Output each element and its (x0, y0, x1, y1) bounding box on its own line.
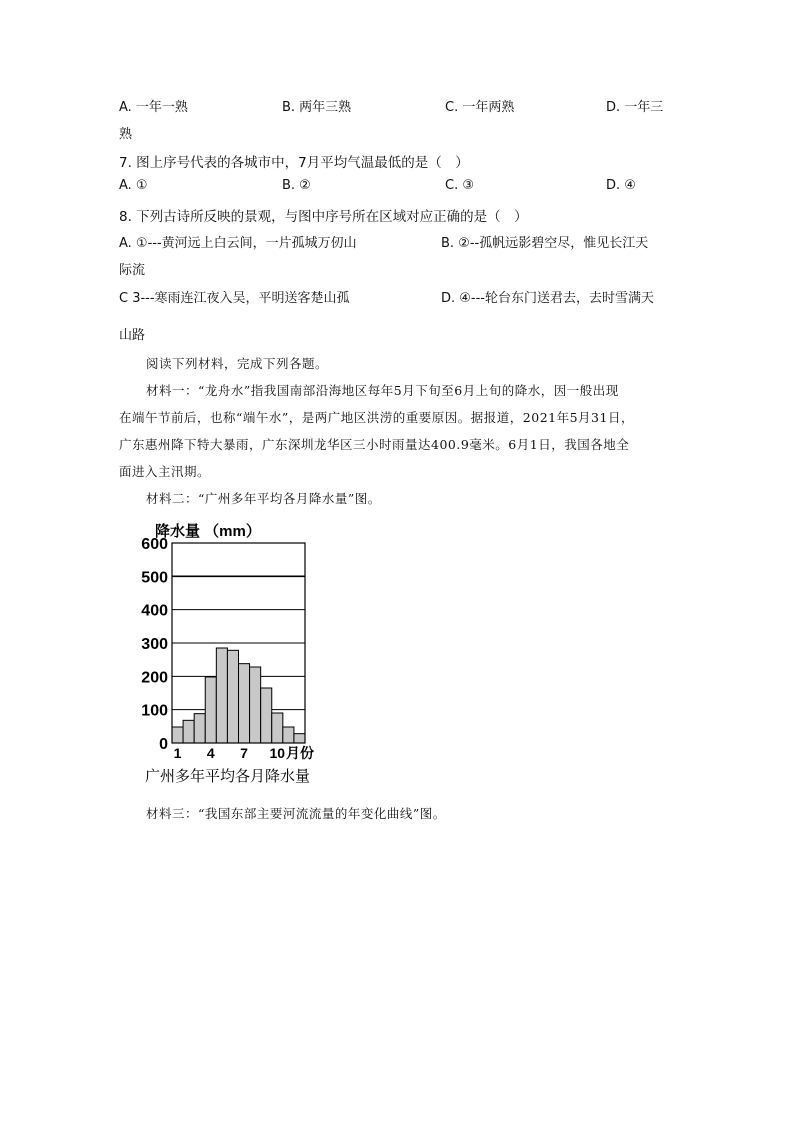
y-tick-label: 0 (159, 736, 168, 753)
bar-month-6 (227, 650, 238, 743)
material1-line4: 面进入主汛期。 (119, 464, 211, 479)
x-tick-label: 4 (206, 745, 215, 761)
q6-option-a: A. 一年一熟 (119, 100, 188, 115)
q7-option-a: A. ① (119, 178, 148, 193)
q6-option-b: B. 两年三熟 (282, 100, 352, 115)
q7-option-c: C. ③ (445, 178, 474, 193)
x-tick-label: 1 (173, 745, 182, 761)
q6-option-c: C. 一年两熟 (445, 100, 515, 115)
q8-option-c: C 3---寒雨连江夜入吴，平明送客楚山孤 (119, 291, 350, 306)
x-tick-label: 7 (240, 745, 248, 761)
bar-month-5 (216, 648, 227, 743)
q8-option-b-continued: 际流 (119, 263, 146, 278)
bar-month-11 (283, 727, 294, 743)
y-tick-label: 600 (141, 536, 168, 553)
material1-line3: 广东惠州降下特大暴雨，广东深圳龙华区三小时雨量达400.9毫米。6月1日，我国各地全 (119, 437, 630, 452)
bar-month-9 (261, 688, 272, 743)
q8-option-b: B. ②--孤帆远影碧空尽，惟见长江天 (441, 236, 649, 251)
bar-month-8 (250, 667, 261, 743)
bar-month-7 (239, 664, 250, 743)
chart-title: 广州多年平均各月降水量 (145, 768, 311, 785)
chart-xunit: 月份 (286, 745, 314, 761)
y-tick-label: 400 (141, 602, 168, 620)
bar-month-3 (194, 714, 205, 743)
q7-option-b: B. ② (282, 178, 311, 193)
q6-option-d-continued: 熟 (119, 127, 133, 142)
q8-option-d: D. ④---轮台东门送君去，去时雪满天 (441, 291, 655, 306)
material1-line1: 材料一：“龙舟水”指我国南部沿海地区每年5月下旬至6月上旬的降水，因一般出现 (146, 383, 619, 398)
bar-month-1 (172, 727, 183, 743)
bar-month-10 (272, 713, 283, 743)
bar-month-2 (183, 720, 194, 743)
chart-ylabel: 降水量 （mm） (155, 523, 261, 540)
q6-option-d: D. 一年三 (606, 100, 664, 115)
material2-caption: 材料二：“广州多年平均各月降水量”图。 (146, 491, 381, 506)
material3-caption: 材料三：“我国东部主要河流流量的年变化曲线”图。 (146, 806, 446, 821)
q8-option-d-continued: 山路 (119, 328, 146, 343)
q8-stem: 8. 下列古诗所反映的景观，与图中序号所在区域对应正确的是（ ） (119, 209, 528, 225)
q8-option-a: A. ①---黄河远上白云间，一片孤城万仞山 (119, 236, 357, 251)
bar-month-4 (205, 677, 216, 743)
reading-intro: 阅读下列材料，完成下列各题。 (146, 356, 329, 371)
y-tick-label: 500 (141, 569, 168, 587)
x-tick-label: 10 (269, 745, 286, 761)
bar-month-12 (294, 734, 305, 743)
precipitation-chart (135, 518, 335, 790)
y-tick-label: 200 (141, 669, 168, 687)
y-tick-label: 300 (141, 636, 168, 653)
y-tick-label: 100 (141, 702, 168, 720)
q7-option-d: D. ④ (606, 178, 636, 193)
material1-line2: 在端午节前后，也称“端午水”，是两广地区洪涝的重要原因。据报道，2021年5月31日， (119, 410, 634, 425)
q7-stem: 7. 图上序号代表的各城市中，7月平均气温最低的是（ ） (119, 155, 469, 171)
